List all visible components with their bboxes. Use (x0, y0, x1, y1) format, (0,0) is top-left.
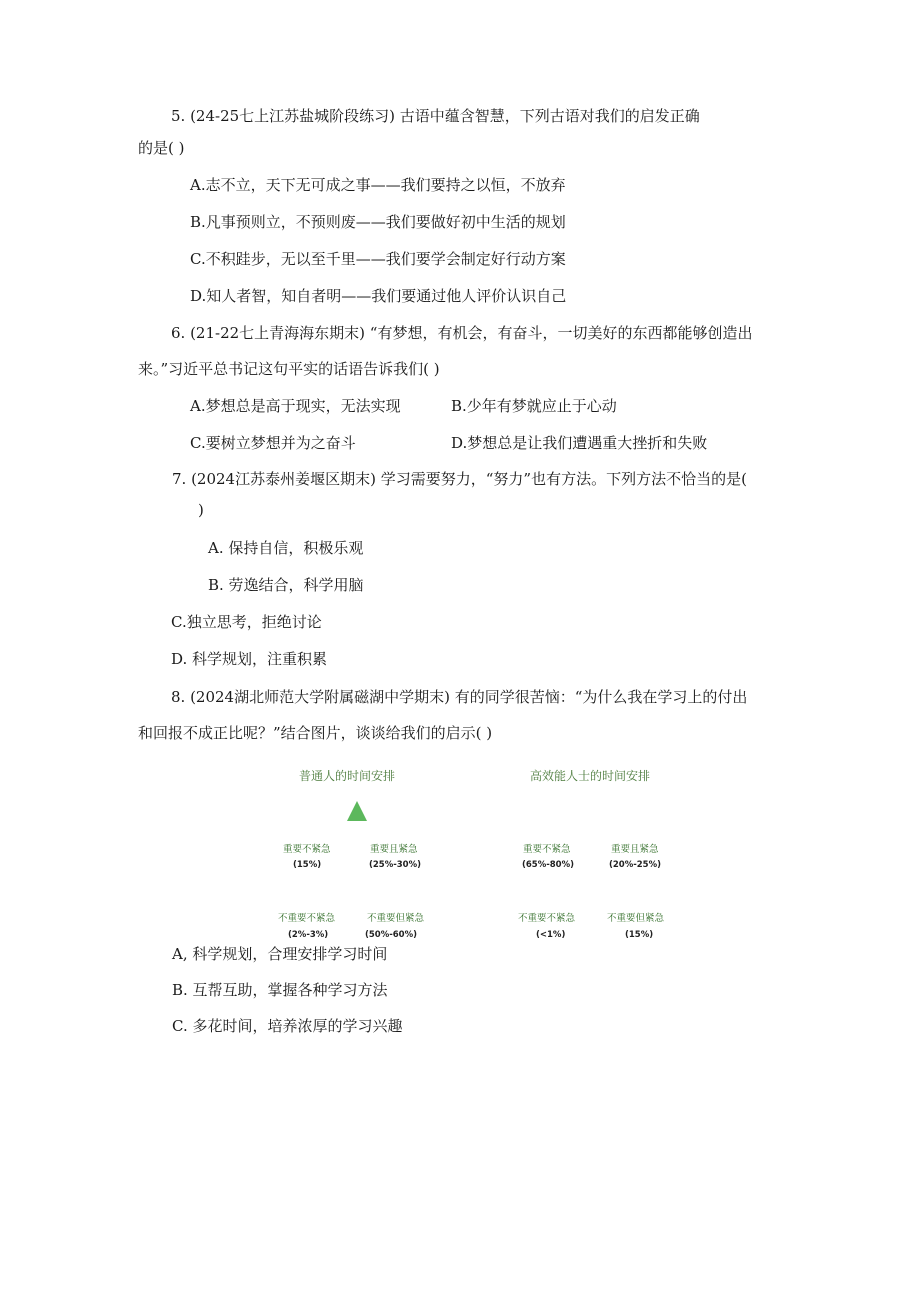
right-important-not-urgent-pct: (65%-80%) (522, 860, 574, 870)
right-not-important-urgent-label: 不重要但紧急 (607, 913, 665, 924)
q6-stem-line1: 6. (21-22七上青海海东期末) “有梦想，有机会，有奋斗，一切美好的东西都能够创造出 (171, 324, 753, 342)
q7-stem-line1: 7. (2024江苏泰州姜堰区期末) 学习需要努力，“努力”也有方法。下列方法不恰当的是( (172, 470, 747, 488)
q7-stem-line2: ) (198, 501, 204, 519)
left-not-important-not-urgent-label: 不重要不紧急 (278, 913, 336, 924)
q6-option-b: B.少年有梦就应止于心动 (451, 397, 617, 415)
right-important-urgent-label: 重要且紧急 (611, 844, 659, 855)
q5-option-b: B.凡事预则立，不预则废——我们要做好初中生活的规划 (190, 213, 566, 231)
q7-option-c: C.独立思考，拒绝讨论 (171, 613, 322, 631)
q6-option-a: A.梦想总是高于现实，无法实现 (190, 397, 401, 415)
right-important-urgent-pct: (20%-25%) (609, 860, 661, 870)
left-important-urgent-pct: (25%-30%) (369, 860, 421, 870)
q8-stem-line1: 8. (2024湖北师范大学附属磁湖中学期末) 有的同学很苦恼：“为什么我在学习上的付出 (171, 688, 748, 706)
q7-option-b: B. 劳逸结合，科学用脑 (208, 576, 364, 594)
q5-option-a: A.志不立，天下无可成之事——我们要持之以恒，不放弃 (190, 176, 566, 194)
left-not-important-urgent-pct: (50%-60%) (365, 930, 417, 940)
q7-option-d: D. 科学规划，注重积累 (171, 650, 328, 668)
q6-option-d: D.梦想总是让我们遭遇重大挫折和失败 (451, 434, 708, 452)
left-not-important-not-urgent-pct: (2%-3%) (288, 930, 329, 940)
q8-option-c: C. 多花时间，培养浓厚的学习兴趣 (172, 1017, 403, 1035)
figure-right-title: 高效能人士的时间安排 (530, 769, 651, 783)
q8-option-a: A, 科学规划，合理安排学习时间 (172, 945, 388, 963)
q5-option-d: D.知人者智，知自者明——我们要通过他人评价认识自己 (190, 287, 567, 305)
q8-option-b: B. 互帮互助，掌握各种学习方法 (172, 981, 388, 999)
q6-stem-line2: 来。”习近平总书记这句平实的话语告诉我们( ) (138, 360, 440, 378)
q5-option-c: C.不积跬步，无以至千里——我们要学会制定好行动方案 (190, 250, 566, 268)
right-not-important-not-urgent-pct: (<1%) (536, 930, 566, 940)
q5-stem-line2: 的是( ) (138, 139, 185, 157)
left-not-important-urgent-label: 不重要但紧急 (367, 913, 425, 924)
left-important-not-urgent-pct: (15%) (293, 860, 322, 870)
q8-stem-line2: 和回报不成正比呢？”结合图片，谈谈给我们的启示( ) (138, 724, 493, 742)
left-important-urgent-label: 重要且紧急 (370, 844, 418, 855)
q5-stem-line1: 5. (24-25七上江苏盐城阶段练习) 古语中蕴含智慧，下列古语对我们的启发正确 (171, 107, 700, 125)
q6-option-c: C.要树立梦想并为之奋斗 (190, 434, 356, 452)
right-not-important-urgent-pct: (15%) (625, 930, 654, 940)
triangle-icon (347, 801, 367, 821)
figure-left-title: 普通人的时间安排 (299, 769, 396, 783)
right-not-important-not-urgent-label: 不重要不紧急 (518, 913, 576, 924)
right-important-not-urgent-label: 重要不紧急 (523, 844, 571, 855)
left-important-not-urgent-label: 重要不紧急 (283, 844, 331, 855)
q7-option-a: A. 保持自信，积极乐观 (208, 539, 364, 557)
